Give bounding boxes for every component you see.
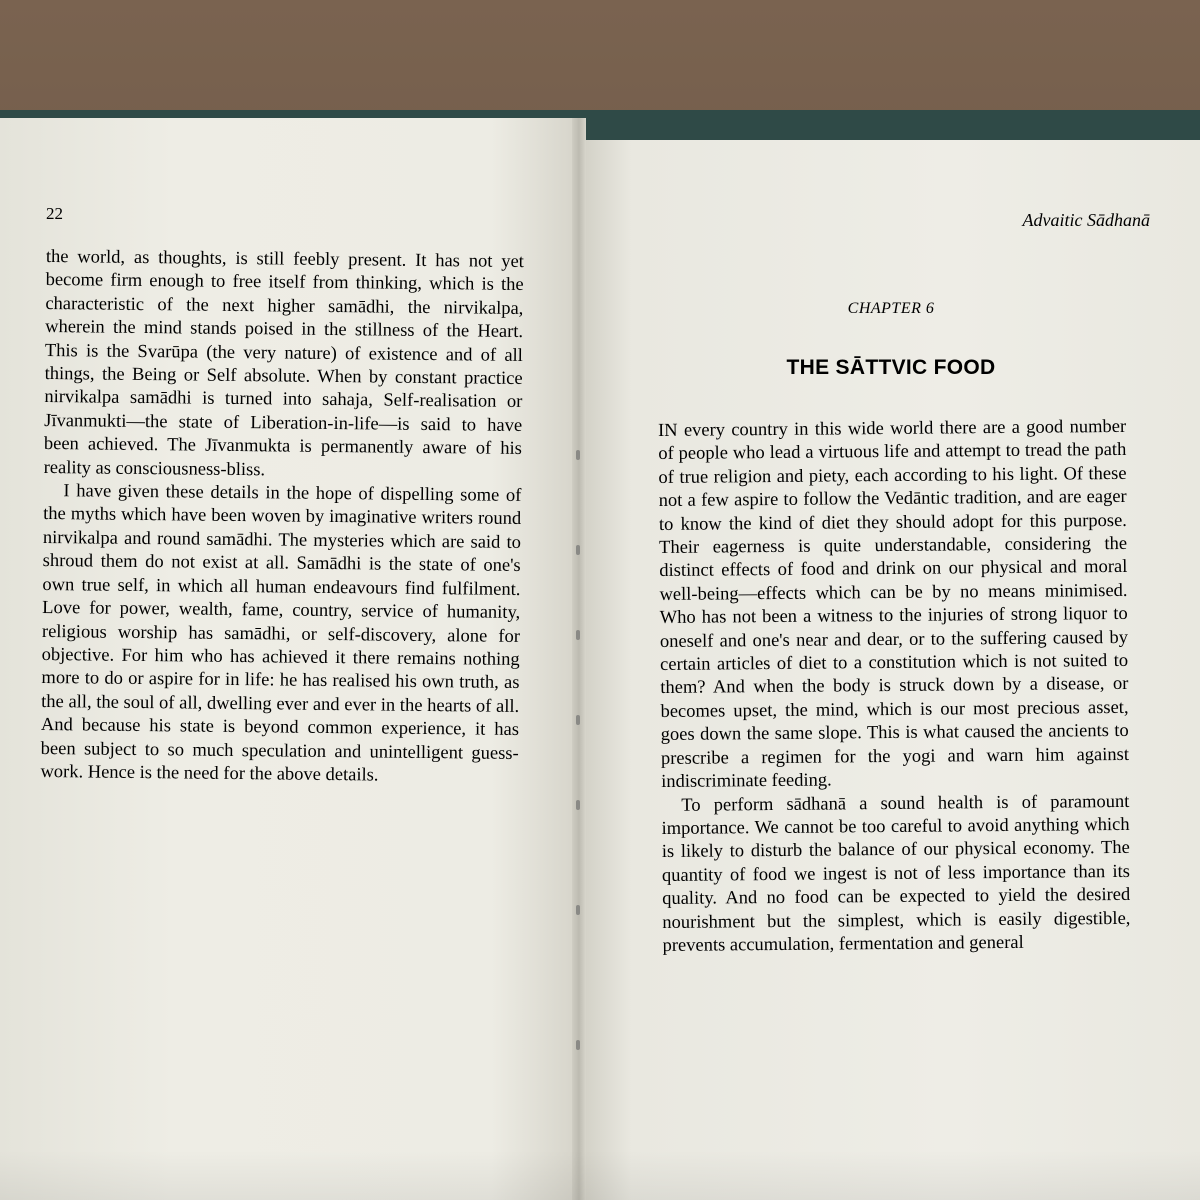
chapter-label: CHAPTER 6 xyxy=(847,300,935,317)
chapter-title: THE SĀTTVIC FOOD xyxy=(786,356,996,379)
book-gutter xyxy=(572,118,586,1200)
left-page-text xyxy=(40,246,524,789)
binding-stitch xyxy=(576,800,580,810)
binding-stitch xyxy=(576,630,580,640)
binding-stitch xyxy=(576,715,580,725)
binding-stitch xyxy=(576,545,580,555)
binding-stitch xyxy=(576,905,580,915)
binding-stitch xyxy=(576,1040,580,1050)
right-page-text xyxy=(658,416,1131,958)
paragraph: To perform sādhanā a sound health is of paramount importance. We cannot be too careful to avoid anything which is likely to disturb the balance of our physical economy. The quantity of food we ingest is not of less importance than its quality. And no food can be expected to yield the desired nourishment but the simplest, which is easily digestible, prevents accumulation, fermentation and general xyxy=(661,791,1131,956)
paragraph: I have given these details in the hope of dispelling some of the myths which have been woven by imaginative writers round nirvikalpa and round samādhi. The mysteries which are said to shroud them do not exist at all. Samādhi is the state of one's own true self, in which all human endeavours find fulfilment. Love for power, wealth, fame, country, service of humanity, religious worship has samādhi, or self-discovery, alone for objective. For him who has achieved it there remains nothing more to do or aspire for in life: he has realised his own truth, as the all, the soul of all, dwelling ever and ever in the hearts of all. And because his state is beyond common experience, it has been subject to so much speculation and unintelligent guess-work. Hence is the need for the above details. xyxy=(40,481,522,786)
binding-stitch xyxy=(576,450,580,460)
page-shadow xyxy=(0,1150,1200,1200)
paragraph: the world, as thoughts, is still feebly present. It has not yet become firm enough to free itself from thinking, which is the characteristic of the next higher samādhi, the nirvikalpa, wherein the mind stands poised in the stillness of the Heart. This is the Svarūpa (the very nature) of existence and of all things, the Being or Self absolute. When by constant practice nirvikalpa samādhi is turned into sahaja, Self-realisation or Jīvanmukti—the state of Liberation-in-life—is said to have been achieved. The Jīvanmukta is permanently aware of his reality as consciousness-bliss. xyxy=(43,246,524,480)
page-number: 22 xyxy=(46,204,63,223)
paragraph: IN every country in this wide world there are a good number of people who lead a virtuous life and attempt to tread the path of true religion and piety, each according to his light. Of these not a few aspire to follow the Vedāntic tradition, and are eager to know the kind of diet they should adopt for this purpose. Their eagerness is quite understandable, considering the distinct effects of food and drink on our physical and moral well-being—effects which can be by no means minimised. Who has not been a witness to the injuries of strong liquor to oneself and one's near and dear, or to the suffering caused by certain articles of diet to a constitution which is not suited to them? And when the body is struck down by a disease, or becomes upset, the mind, which is our most precious asset, goes down the same slope. This is what caused the ancients to prescribe a regimen for the yogi and warn him against indiscriminate feeding. xyxy=(658,416,1130,793)
running-head: Advaitic Sādhanā xyxy=(1022,210,1150,230)
